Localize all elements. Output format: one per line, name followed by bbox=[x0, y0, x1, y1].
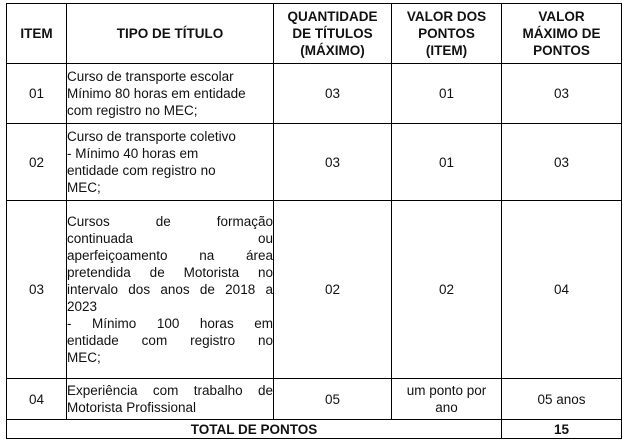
description-line: Curso de transporte escolar bbox=[67, 69, 234, 84]
description-line: entidade com registro no bbox=[67, 333, 273, 348]
description-line: MEC; bbox=[67, 180, 101, 195]
table-row bbox=[7, 64, 622, 124]
item-number: 02 bbox=[7, 124, 67, 201]
item-number: 04 bbox=[7, 379, 67, 420]
description-line: aperfeiçoamento na área bbox=[67, 248, 273, 263]
header-quantidade: QUANTIDADE DE TÍTULOS (MÁXIMO) bbox=[274, 4, 392, 64]
total-value: 15 bbox=[502, 420, 622, 439]
description-line: Curso de transporte coletivo bbox=[67, 129, 236, 144]
description-line: Experiência com trabalho de bbox=[67, 383, 273, 398]
description-line: Motorista Profissional bbox=[67, 400, 197, 415]
description-line: pretendida de Motorista no bbox=[67, 265, 273, 280]
table-row bbox=[7, 124, 622, 201]
table-row bbox=[7, 379, 622, 420]
title-description bbox=[67, 379, 274, 420]
valor-item-cell: 02 bbox=[392, 201, 502, 379]
quantidade-cell: 05 bbox=[274, 379, 392, 420]
total-row bbox=[7, 420, 622, 439]
description-line: com registro no MEC; bbox=[67, 103, 198, 118]
description-line: continuada ou bbox=[67, 231, 273, 246]
title-description bbox=[67, 201, 274, 379]
title-description bbox=[67, 64, 274, 124]
title-description bbox=[67, 124, 274, 201]
scoring-table bbox=[6, 3, 622, 439]
description-line: intervalo dos anos de 2018 a bbox=[67, 282, 273, 297]
description-line: Mínimo 80 horas em entidade bbox=[67, 86, 246, 101]
header-item: ITEM bbox=[7, 4, 67, 64]
description-line: 2023 bbox=[67, 299, 98, 314]
quantidade-cell: 02 bbox=[274, 201, 392, 379]
valor-maximo-cell: 03 bbox=[502, 124, 622, 201]
quantidade-cell: 03 bbox=[274, 64, 392, 124]
valor-item-cell: um ponto por ano bbox=[392, 379, 502, 420]
item-number: 01 bbox=[7, 64, 67, 124]
valor-item-cell: 01 bbox=[392, 124, 502, 201]
header-tipo-titulo: TIPO DE TÍTULO bbox=[67, 4, 274, 64]
valor-maximo-cell: 05 anos bbox=[502, 379, 622, 420]
valor-maximo-cell: 04 bbox=[502, 201, 622, 379]
valor-item-cell: 01 bbox=[392, 64, 502, 124]
valor-maximo-cell: 03 bbox=[502, 64, 622, 124]
description-line: Cursos de formação bbox=[67, 214, 273, 229]
table-row bbox=[7, 201, 622, 379]
header-valor-item: VALOR DOS PONTOS (ITEM) bbox=[392, 4, 502, 64]
total-label: TOTAL DE PONTOS bbox=[7, 420, 502, 439]
description-line: entidade com registro no bbox=[67, 163, 216, 178]
header-row bbox=[7, 4, 622, 64]
header-valor-maximo: VALOR MÁXIMO DE PONTOS bbox=[502, 4, 622, 64]
item-number: 03 bbox=[7, 201, 67, 379]
description-line: - Mínimo 100 horas em bbox=[67, 316, 273, 331]
description-line: - Mínimo 40 horas em bbox=[67, 146, 199, 161]
quantidade-cell: 03 bbox=[274, 124, 392, 201]
description-line: MEC; bbox=[67, 350, 101, 365]
